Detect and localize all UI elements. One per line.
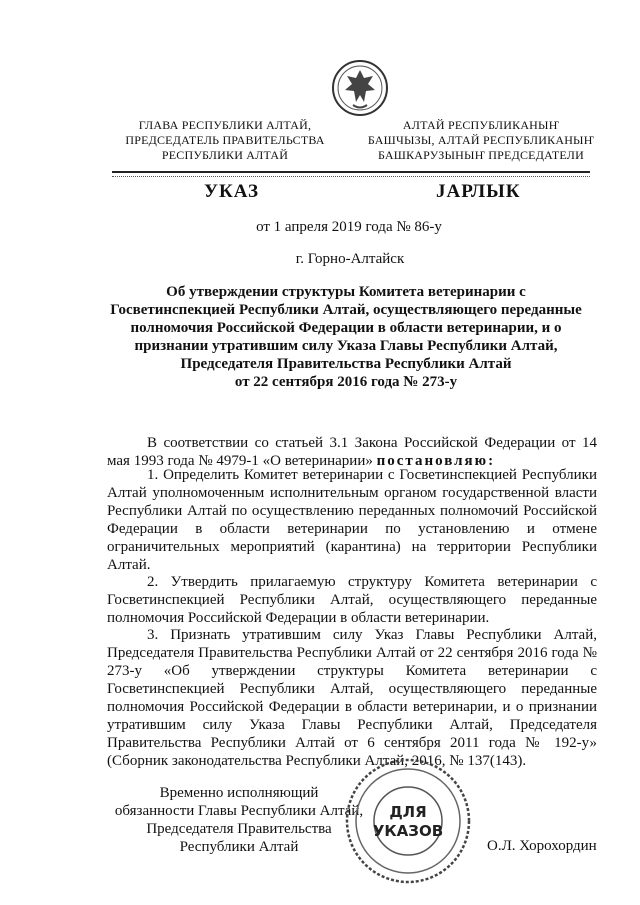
issuer-line: БАШЧЫЗЫ, АЛТАЙ РЕСПУБЛИКАНЫҤ <box>367 133 595 147</box>
issuer-name-russian <box>110 118 340 163</box>
title-line: от 22 сентября 2016 года № 273-у <box>234 374 458 390</box>
issuer-name-altai <box>352 118 610 163</box>
issuer-line: ГЛАВА РЕСПУБЛИКИ АЛТАЙ, <box>138 118 312 132</box>
decree-verb: постановляю: <box>376 453 496 469</box>
title-line: полномочия Российской Федерации в области ветеринарии, и о <box>130 320 562 336</box>
signatory-line: Временно исполняющий <box>159 785 319 801</box>
clause-2: 2. Утвердить прилагаемую структуру Комитета ветеринарии с Госветинспекцией Республики Алтай, осуществляющего переданные полномочия Российской Федерации в области ветеринарии. <box>107 574 597 626</box>
doc-type-altai: ЈАРЛЫК <box>436 181 521 202</box>
coat-of-arms-icon <box>331 58 389 118</box>
stamp-line-1: ДЛЯ <box>389 803 427 821</box>
clause-1: 1. Определить Комитет ветеринарии с Госветинспекцией Республики Алтай уполномоченным исполнительным органом государственной власти Республики Алтай по осуществлению переданных полномочий Российской Федерации в области ветеринарии по установлению и отмене ограничительных мероприятий (карантина) на территории Республики Алтай. <box>107 467 597 573</box>
title-line: признании утратившим силу Указа Главы Республики Алтай, <box>134 338 558 354</box>
signatory-line: Председателя Правительства <box>146 821 332 837</box>
signatory-line: Республики Алтай <box>179 839 299 855</box>
preamble-paragraph <box>107 434 597 470</box>
preamble-text: В соответствии со статьей 3.1 Закона Российской Федерации от 14 мая 1993 года № 4979-1 «О ветеринарии» <box>107 435 597 469</box>
title-line: Госветинспекцией Республики Алтай, осуществляющего переданные <box>110 302 582 318</box>
issuer-line: ПРЕДСЕДАТЕЛЬ ПРАВИТЕЛЬСТВА <box>125 133 325 147</box>
signatory-line: обязанности Главы Республики Алтай, <box>114 803 364 819</box>
issuer-line: АЛТАЙ РЕСПУБЛИКАНЫҤ <box>402 118 560 132</box>
issuer-line: БАШКАРУЗЫНЫҤ ПРЕДСЕДАТЕЛИ <box>378 148 584 162</box>
document-date-number: от 1 апреля 2019 года № 86-у <box>256 219 442 235</box>
document-city: г. Горно-Алтайск <box>295 251 405 267</box>
header-divider-dotted <box>112 176 590 177</box>
official-stamp <box>344 757 472 885</box>
stamp-line-2: УКАЗОВ <box>372 822 444 840</box>
signatory-position <box>104 784 374 856</box>
issuer-line: РЕСПУБЛИКИ АЛТАЙ <box>161 148 289 162</box>
doc-type-russian: УКАЗ <box>204 181 259 202</box>
title-line: Об утверждении структуры Комитета ветеринарии с <box>166 284 526 300</box>
header-divider <box>112 171 590 173</box>
clause-3: 3. Признать утратившим силу Указ Главы Республики Алтай, Председателя Правительства Республики Алтай от 22 сентября 2016 года № 273-у «Об утверждении структуры Комитета ветеринарии с Госветинспекцией Республики Алтай, осуществляющего переданные полномочия Российской Федерации в области ветеринарии, и о признании утратившим силу Указа Главы Республики Алтай, Председателя Правительства Республики Алтай от 6 сентября 2011 года № 192-у» (Сборник законодательства Республики Алтай, 2016, № 137(143). <box>107 627 597 769</box>
title-line: Председателя Правительства Республики Алтай <box>180 356 512 372</box>
signatory-name: О.Л. Хорохордин <box>487 838 597 854</box>
document-title <box>96 283 596 391</box>
